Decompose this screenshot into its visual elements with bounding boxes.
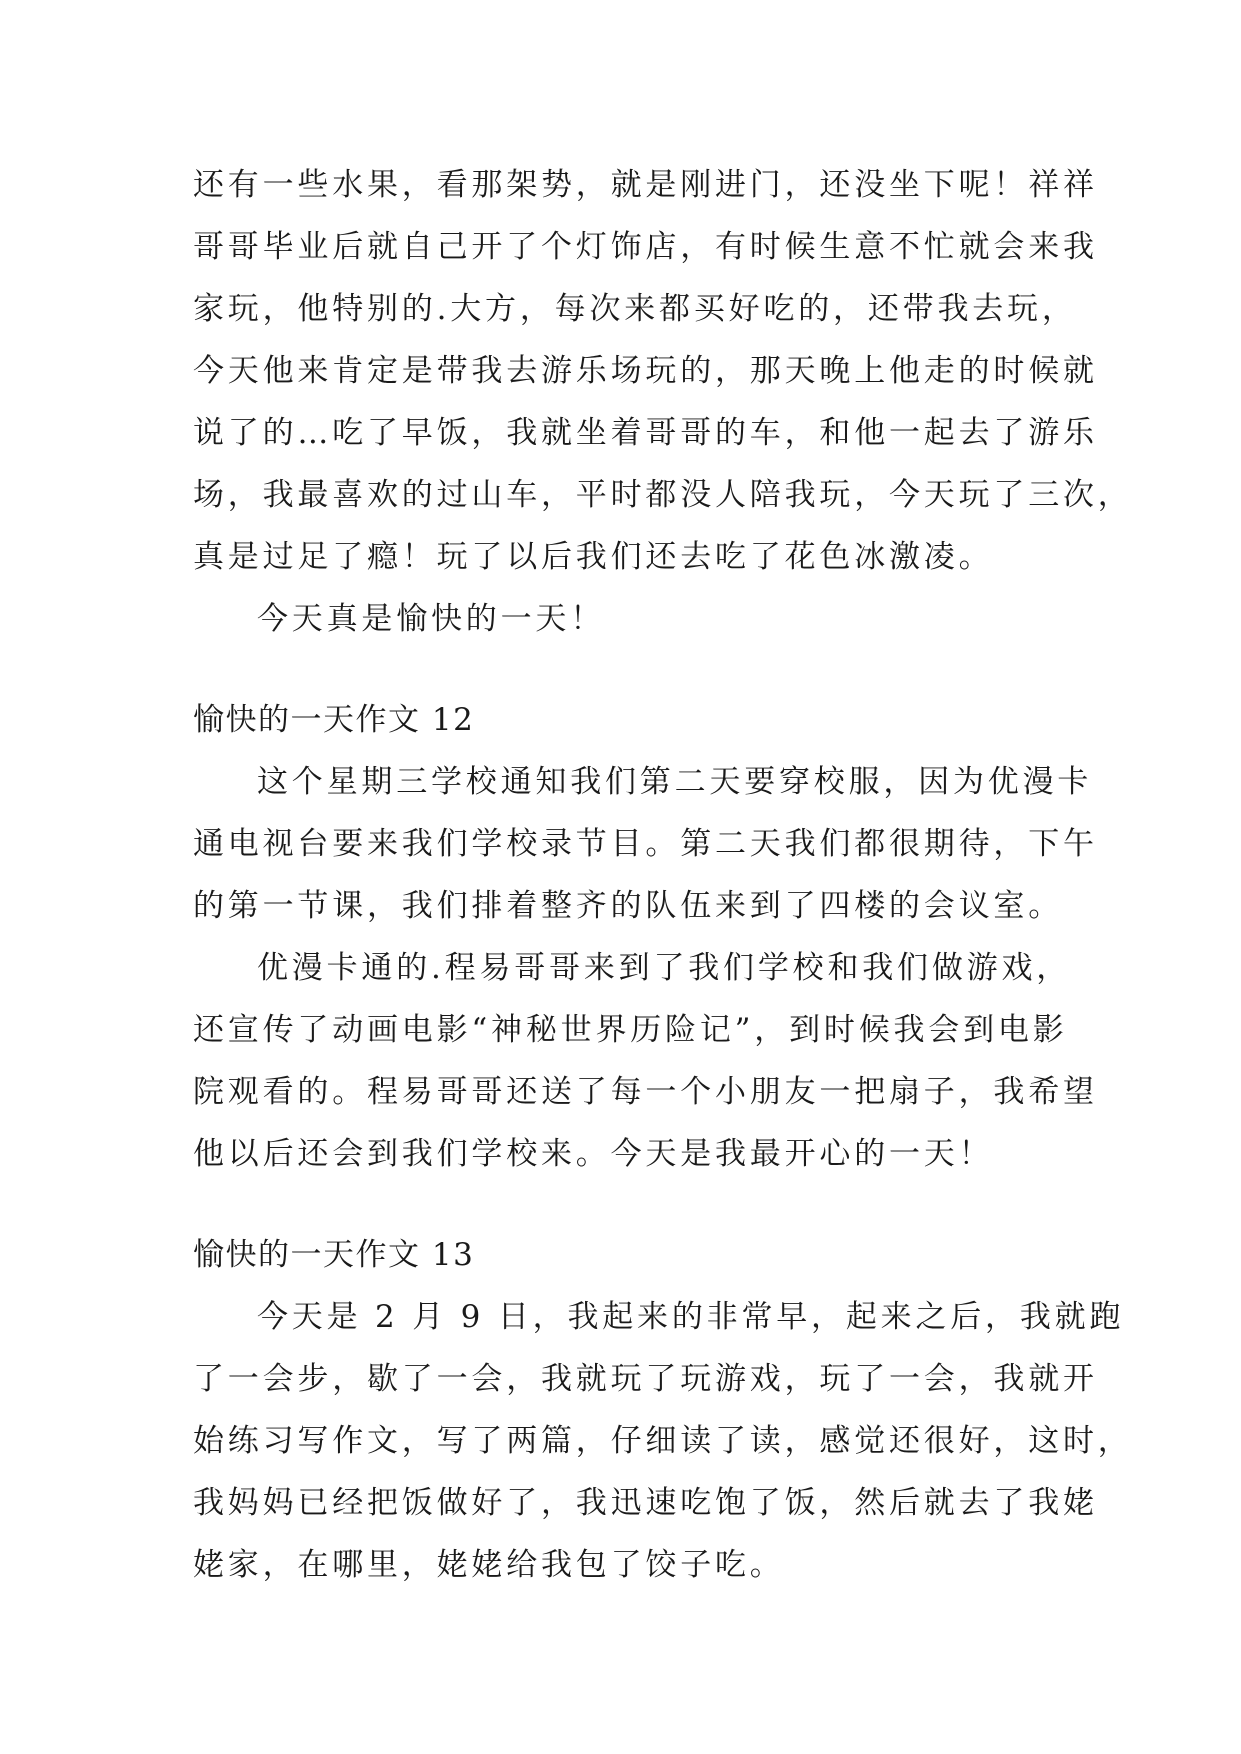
text-line: 始练习写作文，写了两篇，仔细读了读，感觉还很好，这时， [193,1423,1133,1459]
text-line: 通电视台要来我们学校录节目。第二天我们都很期待，下午 [193,826,1098,862]
text-line: 了一会步，歇了一会，我就玩了玩游戏，玩了一会，我就开 [193,1361,1098,1397]
essay-title: 愉快的一天作文 13 [193,1237,475,1273]
text-line: 这个星期三学校通知我们第二天要穿校服，因为优漫卡 [257,764,1093,800]
text-line: 还有一些水果，看那架势，就是刚进门，还没坐下呢！祥祥 [193,167,1098,203]
text-line: 他以后还会到我们学校来。今天是我最开心的一天！ [193,1136,994,1172]
text-line: 院观看的。程易哥哥还送了每一个小朋友一把扇子，我希望 [193,1074,1098,1110]
text-line: 今天真是愉快的一天！ [257,601,605,637]
text-line: 我妈妈已经把饭做好了，我迅速吃饱了饭，然后就去了我姥 [193,1485,1098,1521]
text-line: 场，我最喜欢的过山车，平时都没人陪我玩，今天玩了三次， [193,477,1133,513]
text-line: 今天是 2 月 9 日，我起来的非常早，起来之后，我就跑 [257,1299,1125,1335]
text-line: 家玩，他特别的.大方，每次来都买好吃的，还带我去玩， [193,291,1077,327]
text-line: 说了的…吃了早饭，我就坐着哥哥的车，和他一起去了游乐 [193,415,1098,451]
text-line: 哥哥毕业后就自己开了个灯饰店，有时候生意不忙就会来我 [193,229,1098,265]
essay-title: 愉快的一天作文 12 [193,702,475,738]
text-line: 真是过足了瘾！玩了以后我们还去吃了花色冰激凌。 [193,539,994,575]
text-line: 还宣传了动画电影“神秘世界历险记”，到时候我会到电影 [193,1012,1068,1048]
text-line: 姥家，在哪里，姥姥给我包了饺子吃。 [193,1547,785,1583]
text-line: 优漫卡通的.程易哥哥来到了我们学校和我们做游戏， [257,950,1072,986]
text-line: 今天他来肯定是带我去游乐场玩的，那天晚上他走的时候就 [193,353,1098,389]
text-line: 的第一节课，我们排着整齐的队伍来到了四楼的会议室。 [193,888,1063,924]
